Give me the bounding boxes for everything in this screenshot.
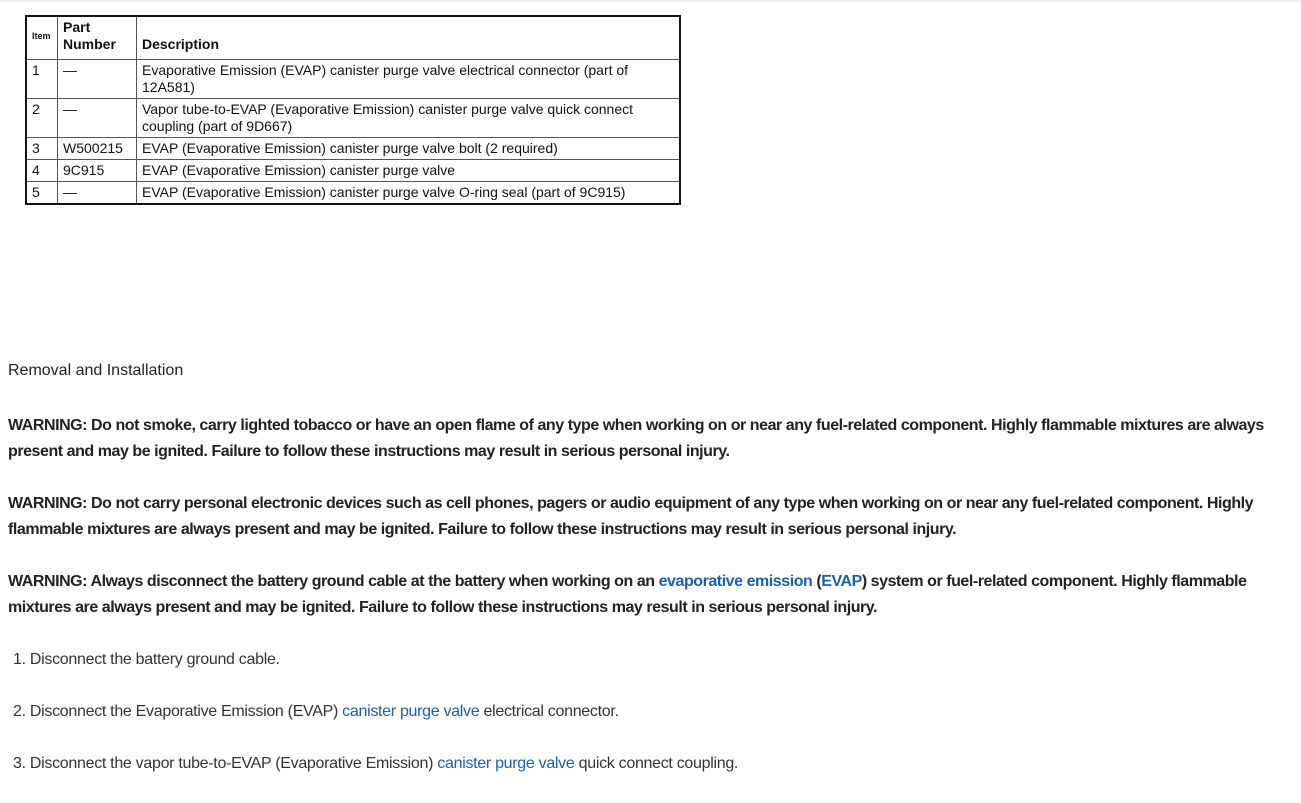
top-divider [0, 0, 1301, 2]
link-canister-purge-valve[interactable]: canister purge valve [342, 703, 480, 720]
cell-description: EVAP (Evaporative Emission) canister purge valve bolt (2 required) [137, 138, 681, 160]
header-description: Description [137, 16, 681, 60]
cell-description: EVAP (Evaporative Emission) canister purge valve O-ring seal (part of 9C915) [137, 182, 681, 205]
step-text: 3. Disconnect the vapor tube-to-EVAP (Evaporative Emission) [13, 755, 438, 772]
section-title: Removal and Installation [8, 362, 184, 379]
link-canister-purge-valve[interactable]: canister purge valve [437, 755, 575, 772]
procedure-content [8, 360, 1298, 803]
table-row [26, 60, 680, 99]
step-1: 1. Disconnect the battery ground cable. [13, 651, 280, 668]
cell-item: 2 [26, 99, 58, 138]
table-header-row [26, 16, 680, 60]
step-text: quick connect coupling. [574, 755, 739, 772]
cell-item: 4 [26, 160, 58, 182]
warning-text: ) system or fuel-related component. Highly flammable mixtures are always present and may be ignited. Failure to follow these instructions may result in serious personal injury. [8, 573, 1247, 616]
warning-electronics: WARNING: Do not carry personal electronic devices such as cell phones, pagers or audio equipment of any type when working on or near any fuel-related component. Highly flammable mixtures are always present and may be ignited. Failure to follow these instructions may result in serious personal injury. [8, 495, 1254, 538]
warning-text: ( [812, 573, 822, 590]
table-row [26, 160, 680, 182]
cell-item: 3 [26, 138, 58, 160]
link-evaporative-emission[interactable]: evaporative emission [658, 573, 813, 590]
cell-part-number: 9C915 [58, 160, 137, 182]
step-2 [13, 699, 1298, 725]
cell-part-number: — [58, 182, 137, 205]
cell-item: 5 [26, 182, 58, 205]
cell-description: Evaporative Emission (EVAP) canister purge valve electrical connector (part of 12A581) [137, 60, 681, 99]
cell-description: EVAP (Evaporative Emission) canister purge valve [137, 160, 681, 182]
link-evap[interactable]: EVAP [821, 573, 862, 590]
table-row [26, 138, 680, 160]
warning-text: WARNING: Always disconnect the battery ground cable at the battery when working on an [8, 573, 659, 590]
step-text: electrical connector. [479, 703, 619, 720]
header-part-number: Part Number [58, 16, 137, 60]
cell-description: Vapor tube-to-EVAP (Evaporative Emission) canister purge valve quick connect coupling (part of 9D667) [137, 99, 681, 138]
cell-part-number: — [58, 99, 137, 138]
cell-item: 1 [26, 60, 58, 99]
warning-battery [8, 569, 1298, 621]
step-3 [13, 751, 1298, 777]
parts-table [25, 15, 681, 205]
cell-part-number: — [58, 60, 137, 99]
step-text: 2. Disconnect the Evaporative Emission (EVAP) [13, 703, 343, 720]
warning-smoke: WARNING: Do not smoke, carry lighted tobacco or have an open flame of any type when working on or near any fuel-related component. Highly flammable mixtures are always present and may be ignited. Failure to follow these instructions may result in serious personal injury. [8, 417, 1264, 460]
table-row [26, 182, 680, 205]
table-row [26, 99, 680, 138]
cell-part-number: W500215 [58, 138, 137, 160]
header-item: Item [26, 16, 58, 60]
